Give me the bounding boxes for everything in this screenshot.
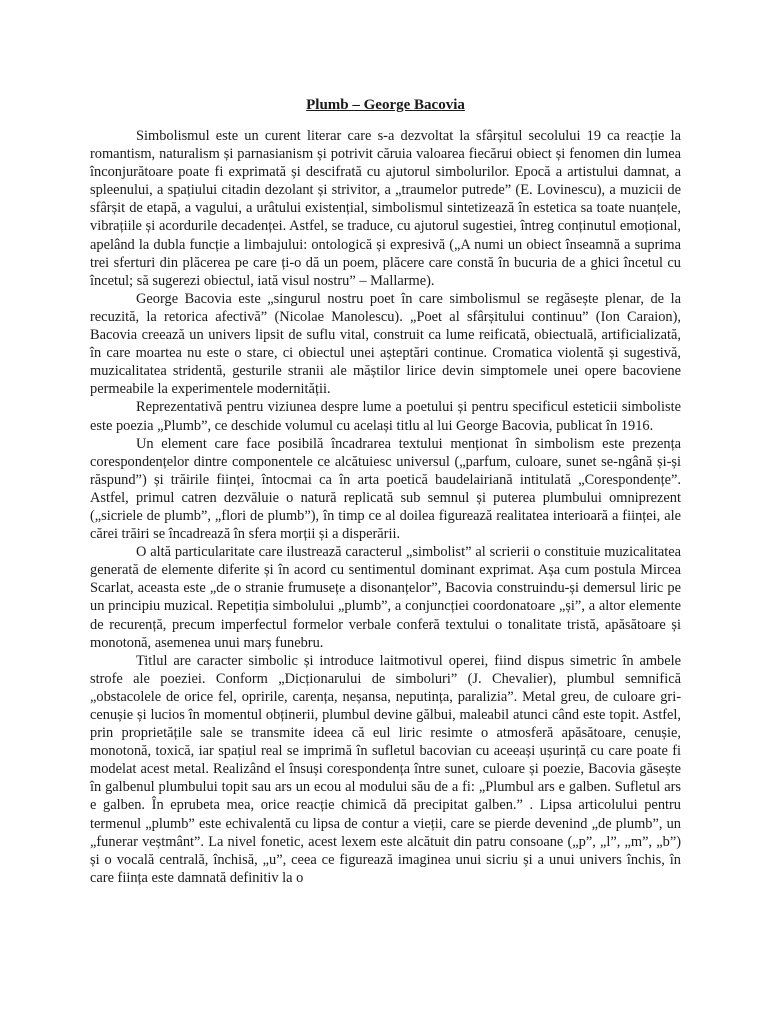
- paragraph-5: O altă particularitate care ilustrează caracterul „simbolist” al scrierii o constituie muzicalitatea generată de elemente diferite și în acord cu sentimentul dominant exprimat. Așa cum postula Mircea Scarlat, aceasta este „de o stranie frumusețe a disonanțelor”, Bacovia construindu-și demersul liric pe un principiu muzical. Repetiția simbolului „plumb”, a conjuncției coordonatoare „și”, a altor elemente de recurență, precum imperfectul formelor verbale conferă textului o tonalitate tristă, apăsătoare și monotonă, asemenea unui marș funebru.: [90, 544, 681, 651]
- document-title: Plumb – George Bacovia: [306, 97, 465, 113]
- paragraph-2: George Bacovia este „singurul nostru poet în care simbolismul se regăsește plenar, de la recuzită, la retorica afectivă” (Nicolae Manolescu). „Poet al sfârșitului continuu” (Ion Caraion), Bacovia creează un univers lipsit de suflu vital, construit ca lume reificată, obiectuală, artificializată, în care moartea nu este o stare, ci obiectul unei așteptări continue. Cromatica violentă și sugestivă, muzicalitatea stridentă, gesturile stranii ale măștilor lirice devin simptomele unei opere bacoviene permeabile la experimentele modernității.: [90, 290, 681, 398]
- paragraph-4: Un element care face posibilă încadrarea textului menționat în simbolism este prezența corespondențelor dintre componentele ce alcătuiesc universul („parfum, culoare, sunet se-ngână și-și răspund”) și trăirile ființei, întocmai ca în arta poetică baudelairiană intitulată „Corespondențe”. Astfel, primul catren dezvăluie o natură replicată sub semnul și puterea plumbului omniprezent („sicriele de plumb”, „flori de plumb”), în timp ce al doilea figurează realitatea interioară a ființei, ale cărei trăiri se încadrează în sfera morții și a disperării.: [90, 435, 681, 543]
- paragraph-1: Simbolismul este un curent literar care s-a dezvoltat la sfârșitul secolului 19 ca reacție la romantism, naturalism și parnasianism și potrivit căruia valoarea fiecărui obiect și fenomen din lumea înconjurătoare poate fi exprimată și descifrată cu ajutorul simbolurilor. Epocă a artistului damnat, a spleenului, a spațiului citadin dezolant și strivitor, a „traumelor putrede” (E. Lovinescu), a muzicii de sfârșit de etapă, a vagului, a urâtului existențial, simbolismul sintetizează în estetica sa toate nuanțele, vibrațiile și acordurile decadenței. Astfel, se traduce, cu ajutorul sugestiei, întreg conținutul emoțional, apelând la dubla funcție a limbajului: ontologică și expresivă („A numi un obiect înseamnă a suprima trei sferturi din plăcerea pe care ți-o dă un poem, plăcere care constă în bucuria de a ghici încetul cu încetul; să sugerezi obiectul, iată visul nostru” – Mallarme).: [90, 128, 681, 289]
- paragraph-3: Reprezentativă pentru viziunea despre lume a poetului și pentru specificul esteticii simboliste este poezia „Plumb”, ce deschide volumul cu același titlu al lui George Bacovia, publicat în 1916.: [90, 399, 681, 434]
- paragraph-6: Titlul are caracter simbolic și introduce laitmotivul operei, fiind dispus simetric în ambele strofe ale poeziei. Conform „Dicționarului de simboluri” (J. Chevalier), plumbul semnifică „obstacolele de orice fel, opririle, carența, neșansa, neputința, paralizia”. Metal greu, de culoare gri-cenușie și lucios în momentul obținerii, plumbul devine gălbui, maleabil atunci când este topit. Astfel, prin proprietățile sale se transmite ideea că eul liric resimte o atmosferă apăsătoare, cenușie, monotonă, toxică, iar spațiul real se imprimă în sufletul bacovian cu aceeași ușurință cu care poate fi modelat acest metal. Realizând el însuși corespondența între sunet, culoare și poezie, Bacovia găsește în galbenul plumbului topit sau ars un ecou al modului său de a fi: „Plumbul ars e galben. Sufletul ars e galben. În eprubeta mea, orice reacție chimică dă precipitat galben.” . Lipsa articolului pentru termenul „plumb” este echivalentă cu lipsa de contur a vieții, care se pierde devenind „de plumb”, un „funerar veștmânt”. La nivel fonetic, acest lexem este alcătuit din patru consoane („p”, „l”, „m”, „b”) și o vocală centrală, închisă, „u”, ceea ce figurează imaginea unui sicriu și a unui univers închis, în care ființa este damnată definitiv la o: [90, 652, 681, 886]
